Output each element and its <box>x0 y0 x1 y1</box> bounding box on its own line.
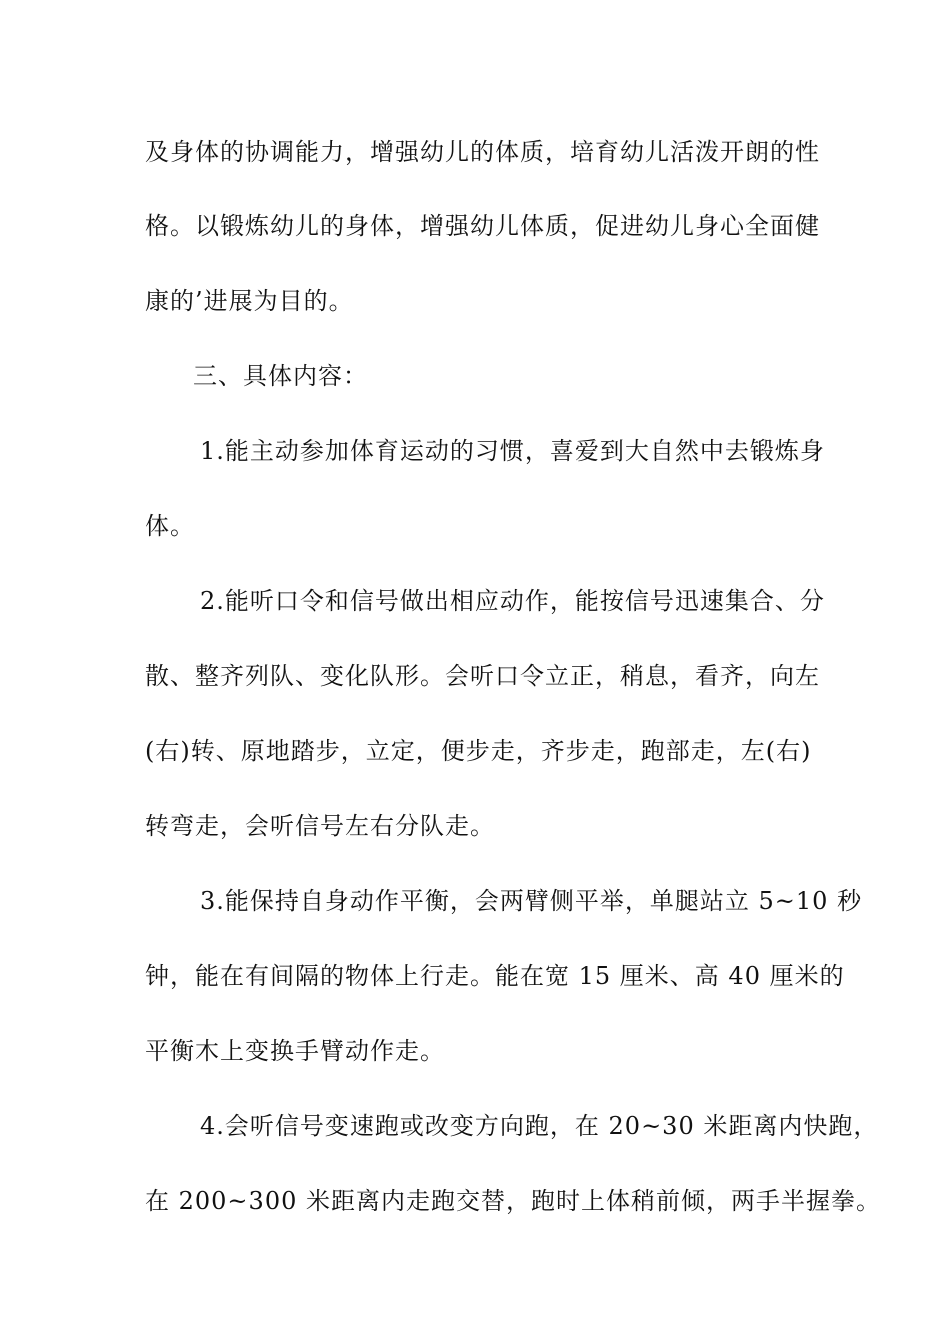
item-1-line-2: 体。 <box>145 512 195 540</box>
item-4-line-1: 4.会听信号变速跑或改变方向跑，在 20~30 米距离内快跑， <box>200 1112 879 1140</box>
item-2-line-4: 转弯走，会听信号左右分队走。 <box>145 812 495 840</box>
text-line-3: 康的’进展为目的。 <box>145 287 354 315</box>
item-1-line-1: 1.能主动参加体育运动的习惯，喜爱到大自然中去锻炼身 <box>200 437 825 465</box>
item-4-line-2: 在 200~300 米距离内走跑交替，跑时上体稍前倾，两手半握拳。 <box>145 1187 881 1215</box>
item-2-line-3: (右)转、原地踏步，立定，便步走，齐步走，跑部走，左(右) <box>145 737 812 765</box>
text-line-2: 格。以锻炼幼儿的身体，增强幼儿体质，促进幼儿身心全面健 <box>145 212 820 240</box>
item-2-line-1: 2.能听口令和信号做出相应动作，能按信号迅速集合、分 <box>200 587 825 615</box>
section-heading: 三、具体内容： <box>193 362 368 390</box>
item-3-line-2: 钟，能在有间隔的物体上行走。能在宽 15 厘米、高 40 厘米的 <box>145 962 845 990</box>
item-3-line-1: 3.能保持自身动作平衡，会两臂侧平举，单腿站立 5~10 秒 <box>200 887 863 915</box>
item-3-line-3: 平衡木上变换手臂动作走。 <box>145 1037 445 1065</box>
text-line-1: 及身体的协调能力，增强幼儿的体质，培育幼儿活泼开朗的性 <box>145 138 820 166</box>
item-2-line-2: 散、整齐列队、变化队形。会听口令立正，稍息，看齐，向左 <box>145 662 820 690</box>
